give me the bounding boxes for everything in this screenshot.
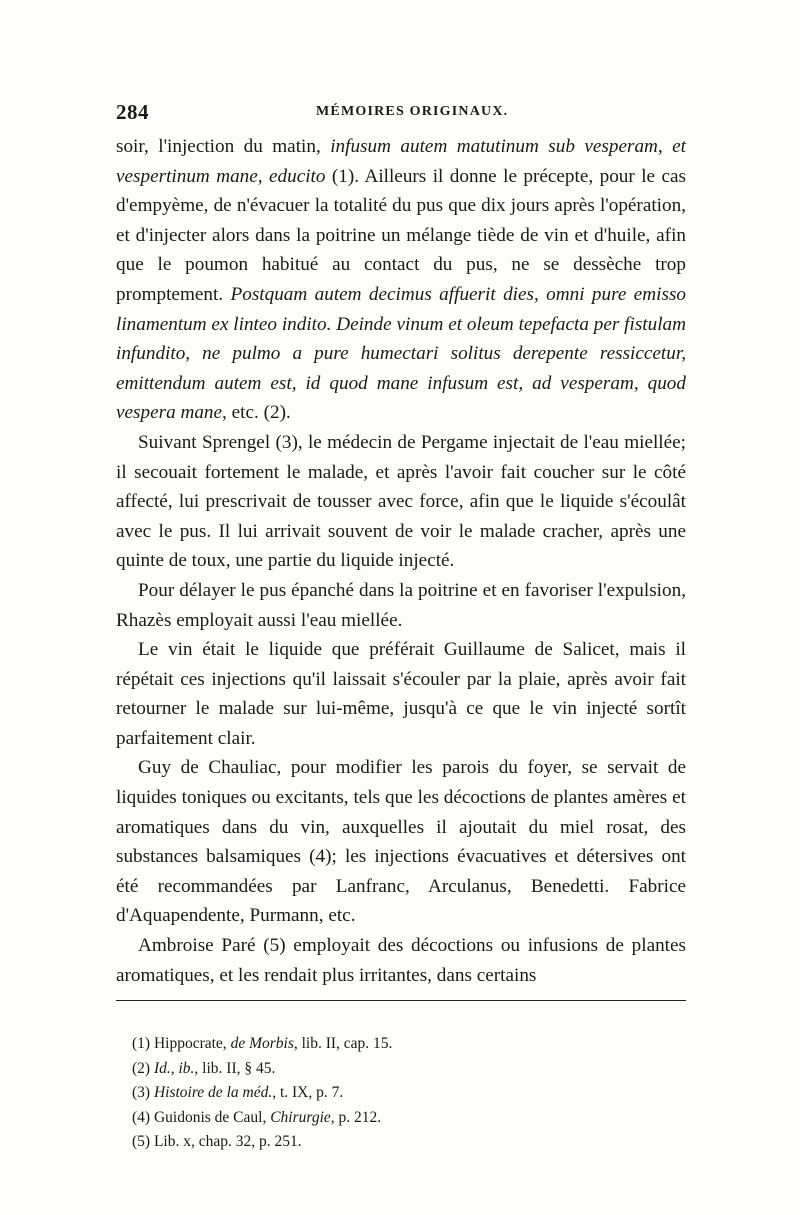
main-text: [116, 132, 686, 990]
paragraph-6: Ambroise Paré (5) employait des décoctions ou infusions de plantes aromatiques, et les rendait plus irritantes, dans certains: [116, 935, 686, 986]
footnote-1: [132, 1032, 672, 1057]
fn2-text-a: (2): [132, 1059, 154, 1077]
footnote-2: [132, 1057, 672, 1082]
p1-text-b: (1). Ailleurs il donne le précepte, pour le cas d'empyème, de n'évacuer la totalité du pus que dix jours après l'opération, et d'injecter alors dans la poitrine un mélange tiède de vin et d'huile, afin que le poumon habitué au contact du pus, ne se dessèche trop promptement.: [116, 165, 686, 305]
p1-text-a: soir, l'injection du matin,: [116, 136, 331, 157]
footnote-rule: [116, 1000, 686, 1001]
fn3-title: Histoire de la méd.: [153, 1084, 273, 1102]
fn1-text-b: , lib. II, cap. 15.: [293, 1035, 393, 1052]
paragraph-3: Pour délayer le pus épanché dans la poitrine et en favoriser l'expulsion, Rhazès employait aussi l'eau miellée.: [116, 579, 686, 631]
p1-latin-quote-1: infusum autem matutinum sub vesperam, et vespertinum mane, educito: [116, 136, 686, 187]
paragraph-5: Guy de Chauliac, pour modifier les parois du foyer, se servait de liquides toniques ou excitants, tels que les décoctions de plantes amères et aromatiques dans du vin, auxquelles il ajoutait du miel rosat, des substances balsamiques (4); les injections évacuatives et détersives ont été recommandées par Lanfranc, Arculanus, Benedetti. Fabrice d'Aquapendente, Purmann, etc.: [116, 757, 686, 927]
paragraph-4: Le vin était le liquide que préférait Guillaume de Salicet, mais il répétait ces injections qu'il laissait s'écouler par la plaie, après avoir fait retourner le malade sur lui-même, jusqu'à ce que le vin injecté sortît parfaitement clair.: [116, 639, 686, 749]
fn2-title: Id., ib.: [153, 1059, 195, 1077]
fn4-text-b: , p. 212.: [330, 1108, 382, 1126]
fn3-text-a: (3): [132, 1084, 154, 1102]
paragraph-1: [116, 132, 686, 428]
p1-text-c: etc. (2).: [226, 402, 291, 424]
page-header: [116, 100, 686, 130]
fn1-text-a: (1) Hippocrate,: [132, 1035, 231, 1052]
footnotes: [132, 1032, 672, 1155]
paragraph-2: Suivant Sprengel (3), le médecin de Pergame injectait de l'eau miellée; il secouait fortement le malade, et après l'avoir fait coucher sur le côté affecté, lui prescrivait de tousser avec force, afin que le liquide s'écoulât avec le pus. Il lui arrivait souvent de voir le malade cracher, après une quinte de toux, une partie du liquide injecté.: [116, 431, 686, 572]
fn4-text-a: (4) Guidonis de Caul,: [132, 1108, 271, 1126]
footnote-5: (5) Lib. x, chap. 32, p. 251.: [132, 1133, 302, 1151]
fn1-title: de Morbis: [230, 1035, 294, 1052]
fn2-text-b: , lib. II, § 45.: [194, 1059, 276, 1077]
p1-latin-quote-2: Postquam autem decimus affuerit dies, omni pure emisso linamentum ex linteo indito. Deinde vinum et oleum tepefacta per fistulam infundito, ne pulmo a pure humectari solitus derepente ressiccetur, emittendum autem est, id quod mane infusum est, ad vesperam, quod vespera mane,: [116, 283, 687, 424]
footnote-3: [132, 1081, 672, 1106]
running-title: MÉMOIRES ORIGINAUX.: [316, 104, 509, 119]
page-number: 284: [116, 100, 149, 124]
fn3-text-b: , t. IX, p. 7.: [272, 1084, 344, 1102]
footnote-4: [132, 1106, 672, 1131]
fn4-title: Chirurgie: [270, 1108, 331, 1126]
